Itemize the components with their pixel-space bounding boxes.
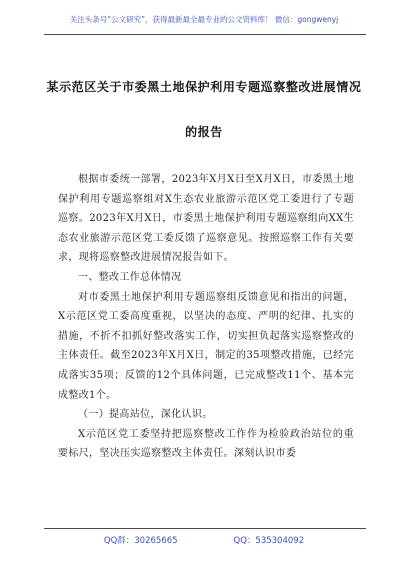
section-heading: 一、整改工作总体情况 — [78, 271, 182, 283]
document-title: 某示范区关于市委黑土地保护利用专题巡察整改进展情况 — [46, 80, 362, 94]
overview-paragraph: 对市委黑土地保护利用专题巡察组反馈意见和指出的问题，X示范区党工委高度重视，以坚决的态度、严明的纪律、扎实的措施，不折不扣抓好整改落实工作，切实担负起落实巡察整改的主体责任。截至2023年X月X日，制定的35项整改措施，已经完成落实35项；反馈的12个具体问题，已完成整改11个、基本完成整改1个。 — [58, 291, 354, 401]
footer — [0, 534, 408, 546]
document-title-continuation: 的报告 — [185, 125, 223, 139]
footer-qq: QQ：535304092 — [233, 536, 305, 546]
subsection-heading: （一）提高站位，深化认识。 — [78, 409, 213, 421]
footer-qq-group: QQ群：30265665 — [103, 536, 178, 546]
footer-divider — [44, 528, 366, 529]
document-body — [58, 170, 354, 464]
header-divider — [44, 34, 366, 35]
intro-paragraph: 根据市委统一部署，2023年X月X日至X月X日，市委黑土地保护利用专题巡察组对X生态农业旅游示范区党工委进行了专题巡察。2023年X月X日，市委黑土地保护利用专题巡察组向XX生态农业旅游示范区党工委反馈了巡察意见。按照巡察工作有关要求，现将巡察整改进展情况报告如下。 — [58, 174, 354, 264]
subsection-paragraph: X示范区党工委坚持把巡察整改工作作为检验政治站位的重要标尺，坚决压实巡察整改主体责任。深刻认识市委 — [58, 428, 354, 460]
header-banner: 关注头条号“公文研究”，获得最新最全最专业的公文资料库！ 微信：gongwenyj — [69, 15, 339, 24]
